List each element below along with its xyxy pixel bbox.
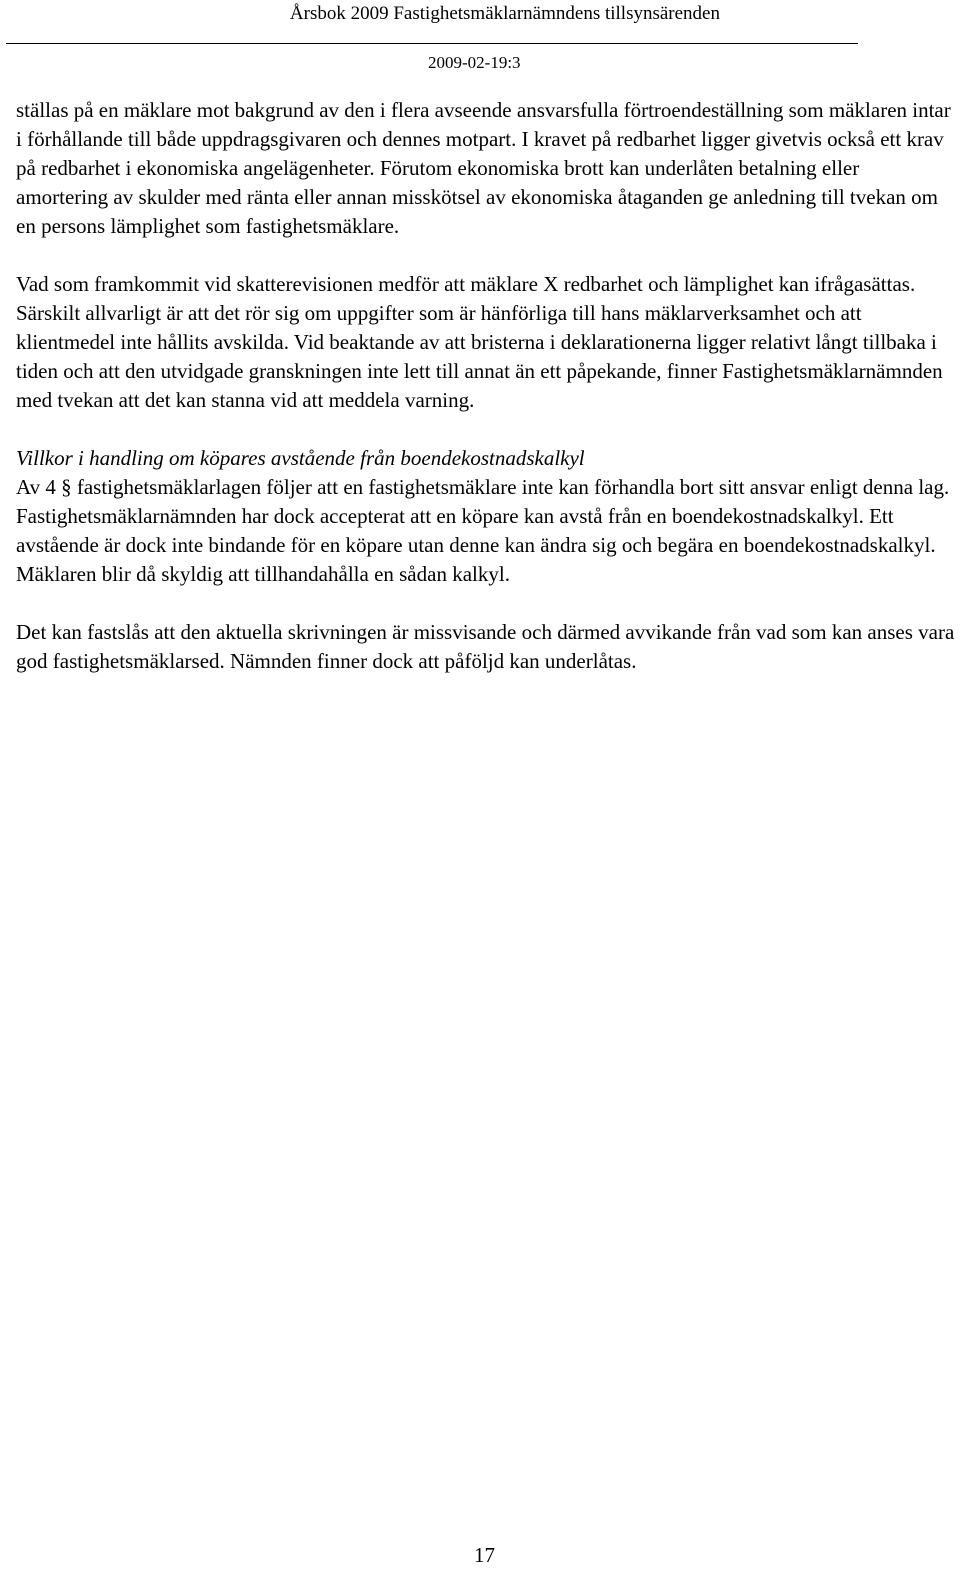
page-number: 17 — [474, 1543, 495, 1567]
case-number: 2009-02-19:3 — [428, 53, 521, 72]
running-header-title: Årsbok 2009 Fastighetsmäklarnämndens tillsynsärenden — [289, 3, 720, 24]
paragraph-spacer — [16, 241, 956, 270]
document-body — [16, 96, 956, 676]
paragraph-1: ställas på en mäklare mot bakgrund av den i flera avseende ansvarsfulla förtroendeställning som mäklaren intar i förhållande till både uppdragsgivaren och dennes motpart. I kravet på redbarhet ligger givetvis också ett krav på redbarhet i ekonomiska angelägenheter. Förutom ekonomiska brott kan underlåten betalning eller amortering av skulder med ränta eller annan misskötsel av ekonomiska åtaganden ge anledning till tvekan om en persons lämplighet som fastighetsmäklare. — [16, 98, 951, 238]
header-divider — [6, 43, 858, 44]
paragraph-spacer — [16, 415, 956, 444]
paragraph-2: Vad som framkommit vid skatterevisionen medför att mäklare X redbarhet och lämplighet kan ifrågasättas. Särskilt allvarligt är att det rör sig om uppgifter som är hänförliga till hans mäklarverksamhet och att klientmedel inte hållits avskilda. Vid beaktande av att bristerna i deklarationerna ligger relativt långt tillbaka i tiden och att den utvidgade granskningen inte lett till annat än ett påpekande, finner Fastighetsmäklarnämnden med tvekan att det kan stanna vid att meddela varning. — [16, 272, 943, 412]
paragraph-3: Av 4 § fastighetsmäklarlagen följer att en fastighetsmäklare inte kan förhandla bort sitt ansvar enligt denna lag. Fastighetsmäklarnämnden har dock accepterat att en köpare kan avstå från en boendekostnadskalkyl. Ett avstående är dock inte bindande för en köpare utan denne kan ändra sig och begära en boendekostnadskalkyl. Mäklaren blir då skyldig att tillhandahålla en sådan kalkyl. — [16, 475, 950, 586]
paragraph-4: Det kan fastslås att den aktuella skrivningen är missvisande och därmed avvikande från vad som kan anses vara god fastighetsmäklarsed. Nämnden finner dock att påföljd kan underlåtas. — [16, 620, 955, 673]
paragraph-spacer — [16, 589, 956, 618]
section-heading: Villkor i handling om köpares avstående från boendekostnadskalkyl — [16, 446, 585, 470]
